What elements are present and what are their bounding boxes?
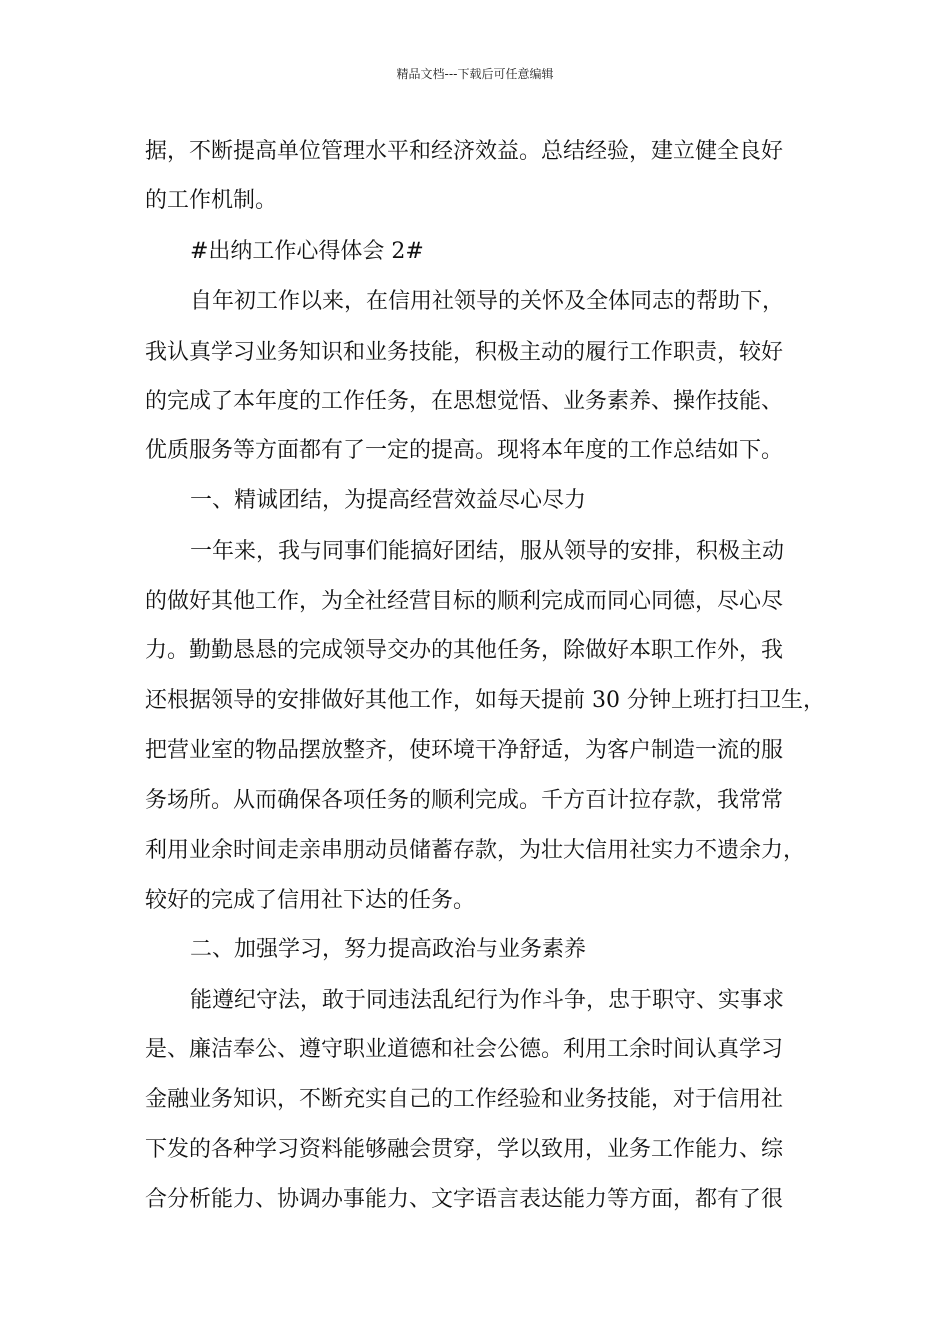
section-heading: #出纳工作心得体会 2# <box>190 239 424 264</box>
body-line: 优质服务等方面都有了一定的提高。现将本年度的工作总结如下。 <box>145 438 784 463</box>
body-line: 一年来，我与同事们能搞好团结，服从领导的安排，积极主动 <box>190 539 785 564</box>
body-line: 利用业余时间走亲串朋动员储蓄存款，为壮大信用社实力不遗余力， <box>145 838 806 863</box>
body-line: 是、廉洁奉公、遵守职业道德和社会公德。利用工余时间认真学习 <box>145 1037 784 1062</box>
body-line: 据，不断提高单位管理水平和经济效益。总结经验，建立健全良好 <box>145 139 784 164</box>
body-line: 合分析能力、协调办事能力、文字语言表达能力等方面，都有了很 <box>145 1187 784 1212</box>
body-line: 把营业室的物品摆放整齐，使环境干净舒适，为客户制造一流的服 <box>145 738 784 763</box>
body-line: 较好的完成了信用社下达的任务。 <box>145 888 476 913</box>
body-line: 力。勤勤恳恳的完成领导交办的其他任务，除做好本职工作外，我 <box>145 638 784 663</box>
section-heading: 二、加强学习，努力提高政治与业务素养 <box>190 937 587 962</box>
body-line: 自年初工作以来，在信用社领导的关怀及全体同志的帮助下， <box>190 289 785 314</box>
body-line: 务场所。从而确保各项任务的顺利完成。千方百计拉存款，我常常 <box>145 788 784 813</box>
body-line: 还根据领导的安排做好其他工作，如每天提前 30 分钟上班打扫卫生， <box>145 688 825 713</box>
body-line: 金融业务知识，不断充实自己的工作经验和业务技能，对于信用社 <box>145 1087 784 1112</box>
section-heading: 一、精诚团结，为提高经营效益尽心尽力 <box>190 488 587 513</box>
page-header: 精品文档---下载后可任意编辑 <box>396 67 554 81</box>
body-line: 下发的各种学习资料能够融会贯穿，学以致用，业务工作能力、综 <box>145 1137 784 1162</box>
body-line: 的完成了本年度的工作任务，在思想觉悟、业务素养、操作技能、 <box>145 389 784 414</box>
body-line: 的工作机制。 <box>145 188 278 213</box>
body-line: 我认真学习业务知识和业务技能，积极主动的履行工作职责，较好 <box>145 340 784 365</box>
body-line: 能遵纪守法，敢于同违法乱纪行为作斗争，忠于职守、实事求 <box>190 988 785 1013</box>
body-line: 的做好其他工作，为全社经营目标的顺利完成而同心同德，尽心尽 <box>145 589 784 614</box>
